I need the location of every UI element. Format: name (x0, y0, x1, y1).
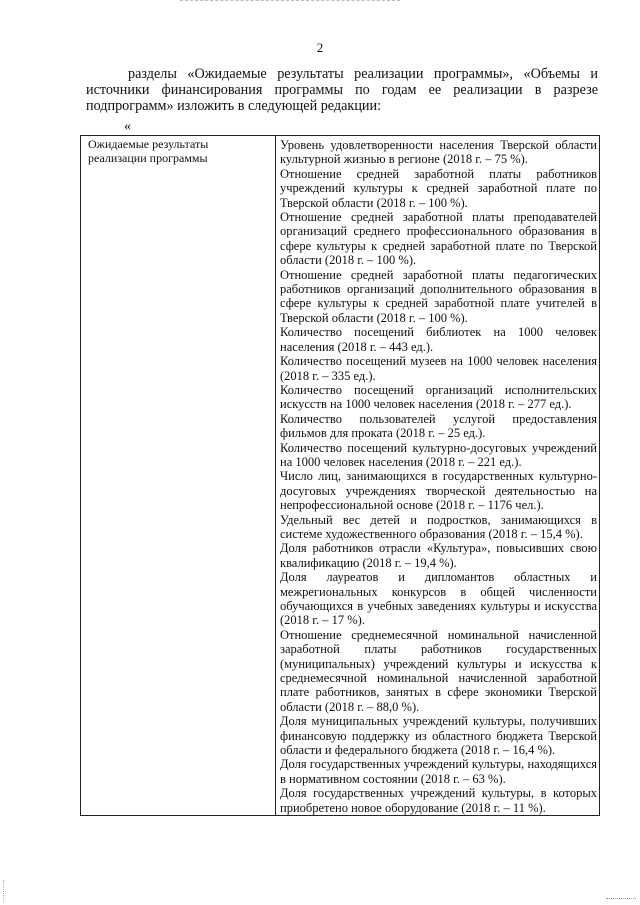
result-item: Доля работников отрасли «Культура», повысивших свою квалификацию (2018 г. – 19,4 %). (280, 541, 597, 570)
opening-quote-mark: « (124, 119, 131, 134)
result-item: Количество посещений музеев на 1000 человек населения (2018 г. – 335 ед.). (280, 354, 597, 383)
scan-artifact-corner (606, 890, 636, 899)
program-results-table (80, 135, 600, 816)
result-item: Количество посещений культурно-досуговых учреждений на 1000 человек населения (2018 г. – 221 ед.). (280, 440, 597, 469)
result-item: Отношение среднемесячной номинальной начисленной заработной платы работников государственных (муниципальных) учреждений культуры и искусства к среднемесячной номинальной начисленной заработной плате работников, занятых в сфере экономики Тверской области (2018 г. – 88,0 %). (280, 627, 597, 714)
scan-artifact-top (180, 0, 400, 3)
result-item: Уровень удовлетворенности населения Тверской области культурной жизнью в регионе (2018 г. – 75 %). (280, 138, 597, 167)
table-values-cell (276, 136, 600, 816)
page-number: 2 (316, 40, 324, 55)
scan-artifact-left (3, 880, 10, 902)
result-item: Количество посещений организаций исполнительских искусств на 1000 человек населения (2018 г. – 277 ед.). (280, 382, 597, 412)
result-item: Доля муниципальных учреждений культуры, получивших финансовую поддержку из областного бюджета Тверской области и федерального бюджета (2018 г. – 16,4 %). (280, 714, 597, 758)
result-item: Отношение средней заработной платы преподавателей организаций среднего профессионального образования в сфере культуры к средней заработной плате по Тверской области (2018 г. – 100 %). (280, 210, 597, 268)
result-item: Доля государственных учреждений культуры, находящихся в нормативном состоянии (2018 г. – 63 %). (280, 757, 597, 786)
result-item: Количество пользователей услугой предоставления фильмов для проката (2018 г. – 25 ед.). (280, 411, 597, 441)
result-item: Количество посещений библиотек на 1000 человек населения (2018 г. – 443 ед.). (280, 325, 597, 354)
result-item: Отношение средней заработной платы работников учреждений культуры к средней заработной плате по Тверской области (2018 г. – 100 %). (280, 166, 597, 210)
result-item: Доля лауреатов и дипломантов областных и межрегиональных конкурсов в общей численности обучающихся в учебных заведениях культуры и искусства (2018 г. – 17 %). (280, 570, 597, 628)
table-label-cell: Ожидаемые результаты реализации программы (81, 136, 276, 816)
result-item: Удельный вес детей и подростков, занимающихся в системе художественного образования (2018 г. – 15,4 %). (280, 512, 597, 541)
table-row (81, 136, 600, 816)
intro-paragraph: разделы «Ожидаемые результаты реализации программы», «Объемы и источники финансирования программы по годам ее реализации в разрезе подпрограмм» изложить в следующей редакции: (86, 66, 598, 114)
result-item: Отношение средней заработной платы педагогических работников организаций дополнительного образования в сфере культуры к средней заработной плате учителей в Тверской области (2018 г. – 100 %). (280, 267, 597, 325)
result-item: Доля государственных учреждений культуры, в которых приобретено новое оборудование (2018 г. – 11 %). (280, 786, 597, 815)
result-item: Число лиц, занимающихся в государственных культурно-досуговых учреждениях творческой деятельностью на непрофессиональной основе (2018 г. – 1176 чел.). (280, 469, 597, 513)
